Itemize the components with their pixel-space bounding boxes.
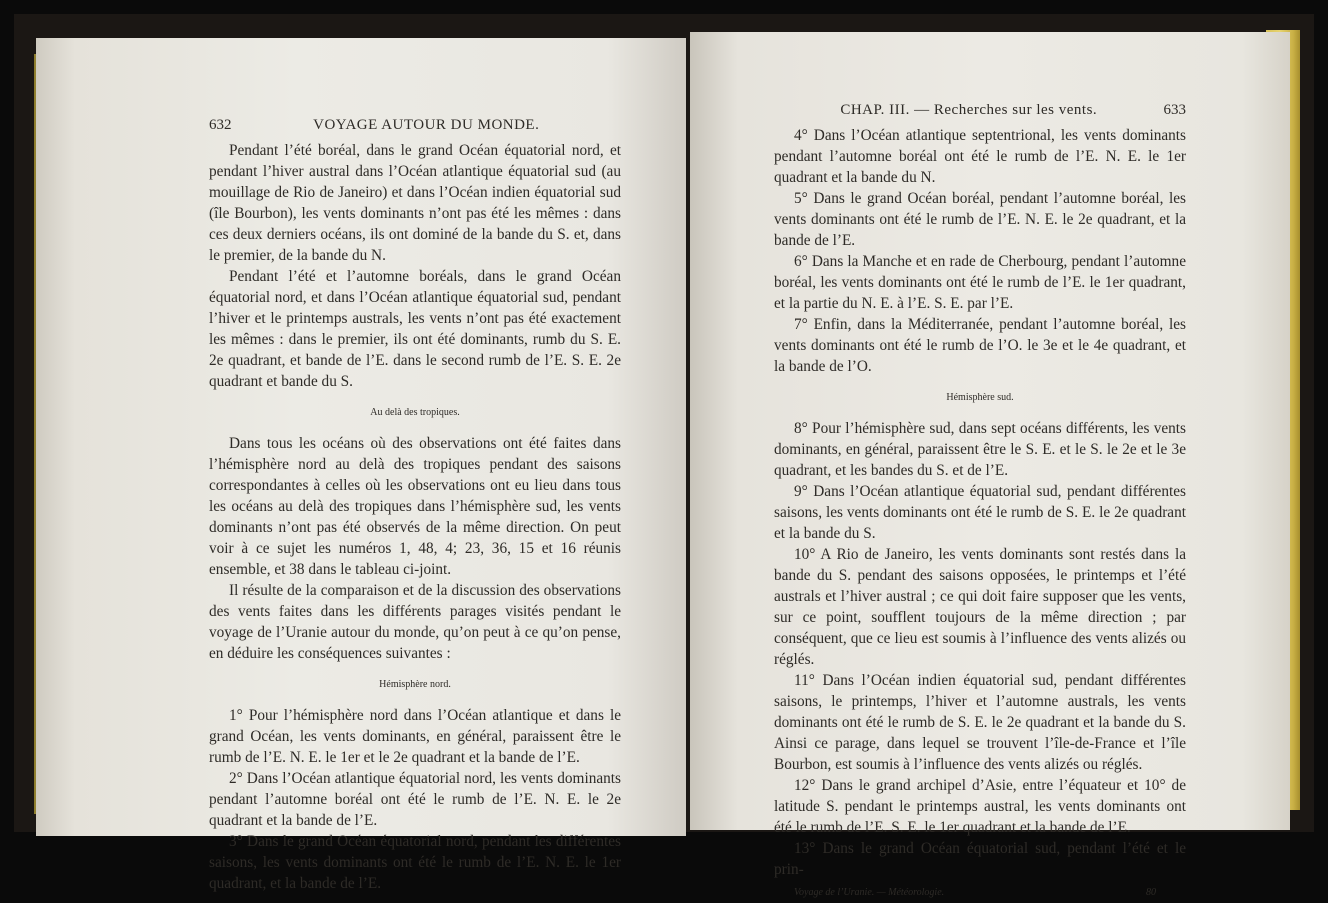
paragraph: 10° A Rio de Janeiro, les vents dominants sont restés dans la bande du S. pendant des saisons opposées, le printemps et l’été australs et l’hiver austral ; ce qui doit faire supposer que les vents, sur ce point, soufflent toujours de la même direction ; par conséquent, que ce lieu est soumis à l’influence des vents alizés ou réglés. bbox=[774, 546, 1186, 668]
paragraph: 7° Enfin, dans la Méditerranée, pendant l’automne boréal, les vents dominants ont été le rumb de l’O. le 3e et le 4e quadrant, et la bande de l’O. bbox=[774, 316, 1186, 375]
left-page bbox=[36, 38, 686, 892]
paragraph: 1° Pour l’hémisphère nord dans l’Océan atlantique et dans le grand Océan, les vents dominants, en général, paraissent être le rumb de l’E. N. E. le 1er et le 2e quadrant et la bande de l’E. bbox=[209, 707, 621, 766]
paragraph: 3° Dans le grand Océan équatorial nord, pendant les différentes saisons, les vents dominants ont été le rumb de l’E. N. E. le 1er quadrant, et la bande de l’E. bbox=[209, 833, 621, 892]
paragraph: 4° Dans l’Océan atlantique septentrional, les vents dominants pendant l’automne boréal ont été le rumb de l’E. N. E. le 1er quadrant et la bande du N. bbox=[774, 127, 1186, 186]
right-header bbox=[774, 100, 1186, 121]
section-subheading: Hémisphère sud. bbox=[946, 392, 1014, 403]
paragraph: 13° Dans le grand Océan équatorial sud, pendant l’été et le prin- bbox=[774, 840, 1186, 878]
section-subheading: Hémisphère nord. bbox=[379, 679, 451, 690]
running-head: VOYAGE AUTOUR DU MONDE. bbox=[313, 117, 540, 133]
right-page bbox=[690, 32, 1290, 898]
paragraph: Pendant l’été et l’automne boréals, dans le grand Océan équatorial nord, et dans l’Océan atlantique équatorial sud, pendant l’hiver et le printemps australs, les vents n’ont pas été exactement les mêmes : dans le premier, ils ont été dominants, rumb du S. E. 2e quadrant, et bande de l’E. dans le second rumb de l’E. S. E. 2e quadrant et bande du S. bbox=[209, 268, 621, 390]
signature-number: 80 bbox=[1146, 887, 1156, 898]
open-book bbox=[14, 14, 1314, 898]
page-number: 632 bbox=[209, 117, 232, 133]
paragraph: Pendant l’été boréal, dans le grand Océan équatorial nord, et pendant l’hiver austral dans l’Océan atlantique équatorial sud (au mouillage de Rio de Janeiro) et dans l’Océan indien équatorial sud (île Bourbon), les vents dominants n’ont pas été les mêmes : dans ces deux derniers océans, ils ont dominé de la bande du S. et, dans le premier, de la bande du N. bbox=[209, 142, 621, 264]
paragraph: Dans tous les océans où des observations ont été faites dans l’hémisphère nord au delà des tropiques pendant des saisons correspondantes à celles où les observations ont eu lieu dans tous les océans au delà des tropiques dans l’hémisphère sud, les vents dominants n’ont pas été observés de la même direction. On peut voir à ce sujet les numéros 1, 48, 4; 23, 36, 15 et 16 réunis ensemble, et 38 dans le tableau ci-joint. bbox=[209, 435, 621, 578]
paragraph: 5° Dans le grand Océan boréal, pendant l’automne boréal, les vents dominants ont été le rumb de l’E. N. E. le 2e quadrant, et la bande de l’E. bbox=[774, 190, 1186, 249]
footer-signature: Voyage de l’Uranie. — Météorologie. bbox=[794, 887, 945, 898]
paragraph: Il résulte de la comparaison et de la discussion des observations des vents faites dans les différents parages visités pendant le voyage de l’Uranie autour du monde, qu’on peut à ce qu’on pense, en déduire les conséquences suivantes : bbox=[209, 582, 621, 662]
running-head: CHAP. III. — Recherches sur les vents. bbox=[840, 102, 1098, 118]
paragraph: 2° Dans l’Océan atlantique équatorial nord, les vents dominants pendant l’automne boréal ont été le rumb de l’E. N. E. le 2e quadrant et la bande de l’E. bbox=[209, 770, 621, 829]
right-page-text bbox=[774, 100, 1186, 903]
left-header bbox=[209, 115, 621, 136]
paragraph: 9° Dans l’Océan atlantique équatorial sud, pendant différentes saisons, les vents dominants ont été le rumb de S. E. le 2e quadrant et la bande du S. bbox=[774, 483, 1186, 542]
paragraph: 6° Dans la Manche et en rade de Cherbourg, pendant l’automne boréal, les vents dominants ont été le rumb de l’E. le 1er quadrant, et la partie du N. E. à l’E. S. E. par l’E. bbox=[774, 253, 1186, 312]
paragraph: 8° Pour l’hémisphère sud, dans sept océans différents, les vents dominants, en général, paraissent être le S. E. et le S. le 2e et le 3e quadrant, et les bandes du S. et de l’E. bbox=[774, 420, 1186, 479]
paragraph: 11° Dans l’Océan indien équatorial sud, pendant différentes saisons, le printemps, l’hiver et l’automne australs, les vents dominants ont été le rumb de S. E. le 2e quadrant et la bande du S. Ainsi ce parage, dans lequel se trouvent l’île-de-France et l’île Bourbon, est soumis à l’influence des vents alizés ou réglés. bbox=[774, 672, 1186, 773]
section-subheading: Au delà des tropiques. bbox=[370, 407, 460, 418]
paragraph: 12° Dans le grand archipel d’Asie, entre l’équateur et 10° de latitude S. pendant le printemps austral, les vents dominants ont été le rumb de l’E. S. E. le 1er quadrant et la bande de l’E. bbox=[774, 777, 1186, 836]
left-page-text bbox=[209, 115, 621, 894]
page-number: 633 bbox=[1163, 102, 1186, 118]
page-footer bbox=[774, 882, 1186, 903]
